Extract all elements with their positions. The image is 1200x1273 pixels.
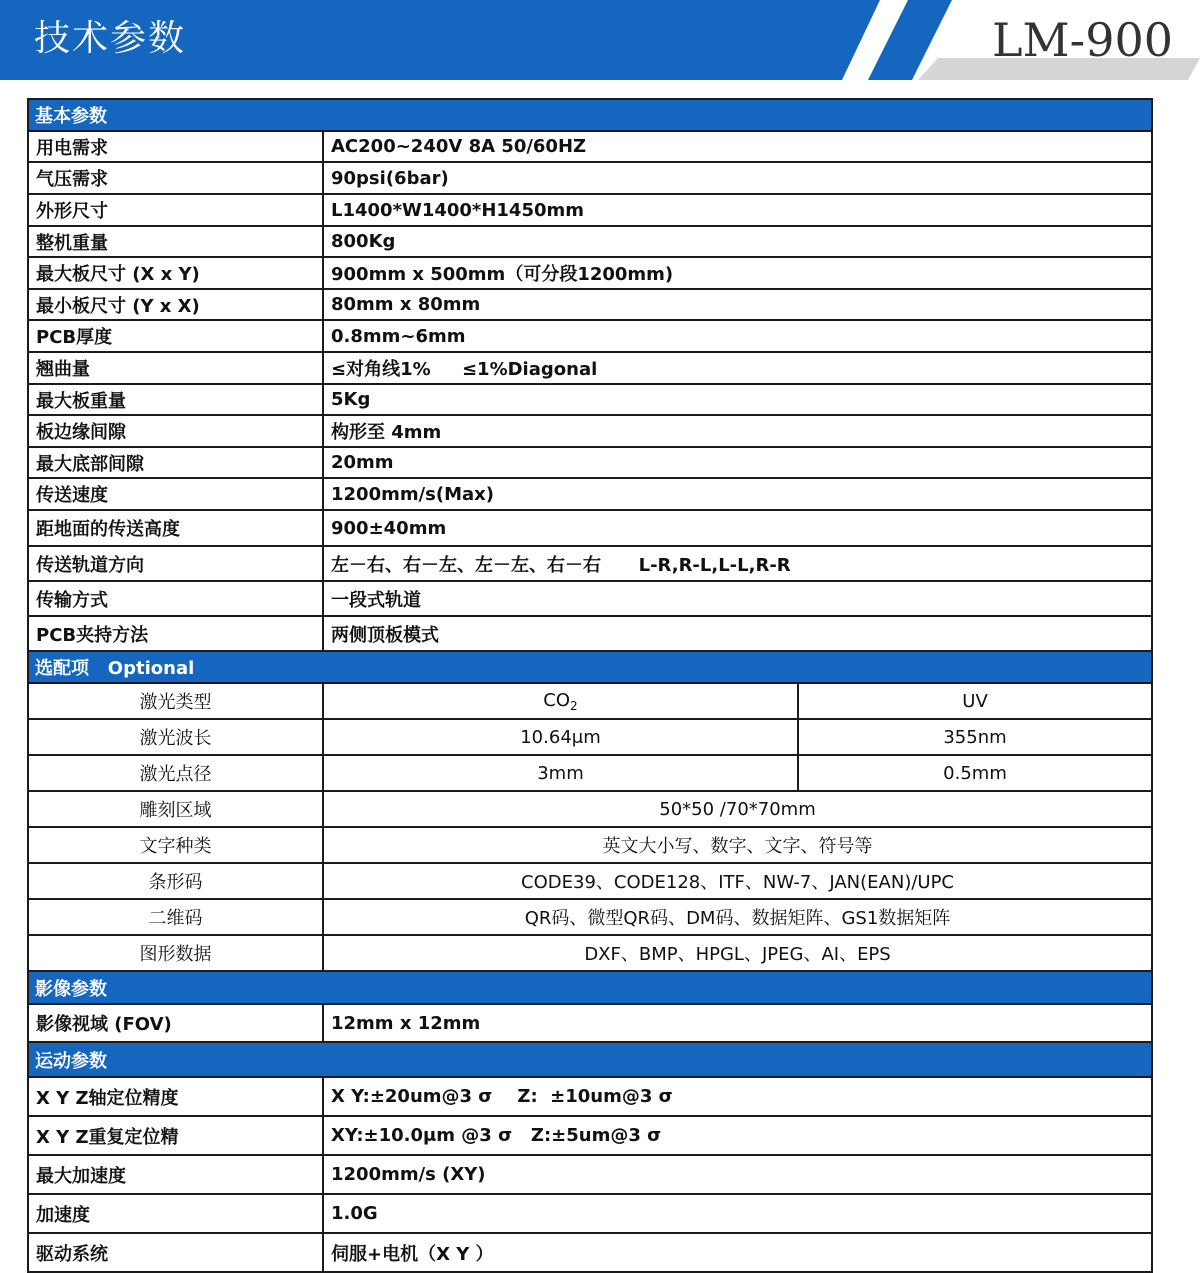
option-label: 条形码 — [28, 863, 323, 899]
option-row — [28, 755, 1152, 791]
spec-row — [28, 131, 1152, 162]
spec-label: 最大底部间隙 — [28, 447, 323, 478]
spec-value: 左－右、右－左、左－左、右－右 L-R,R-L,L-L,R-R — [323, 546, 1152, 581]
spec-table — [27, 98, 1153, 1273]
spec-label: X Y Z重复定位精 — [28, 1116, 323, 1155]
spec-value: 构形至 4mm — [323, 415, 1152, 447]
spec-label: 外形尺寸 — [28, 194, 323, 226]
option-row — [28, 899, 1152, 935]
option-row — [28, 935, 1152, 971]
option-value-a: 10.64μm — [323, 719, 798, 755]
option-row — [28, 827, 1152, 863]
option-value-uv: UV — [798, 683, 1152, 719]
spec-label: 板边缘间隙 — [28, 415, 323, 447]
spec-value: X Y:±20um@3 σ Z: ±10um@3 σ — [323, 1077, 1152, 1116]
option-value: 英文大小写、数字、文字、符号等 — [323, 827, 1152, 863]
spec-label: 传送轨道方向 — [28, 546, 323, 581]
spec-label: 加速度 — [28, 1194, 323, 1233]
option-label: 二维码 — [28, 899, 323, 935]
spec-row — [28, 384, 1152, 415]
section-header-imaging — [28, 971, 1152, 1004]
option-value-a: 3mm — [323, 755, 798, 791]
option-label: 激光点径 — [28, 755, 323, 791]
spec-value: 20mm — [323, 447, 1152, 478]
option-row — [28, 863, 1152, 899]
option-value-co2 — [323, 683, 798, 719]
option-value: CODE39、CODE128、ITF、NW-7、JAN(EAN)/UPC — [323, 863, 1152, 899]
spec-label: 驱动系统 — [28, 1233, 323, 1272]
spec-row — [28, 447, 1152, 478]
spec-value: AC200~240V 8A 50/60HZ — [323, 131, 1152, 162]
option-value: 50*50 /70*70mm — [323, 791, 1152, 827]
spec-row — [28, 194, 1152, 226]
option-row-laser-type — [28, 683, 1152, 719]
option-row — [28, 719, 1152, 755]
spec-value: 12mm x 12mm — [323, 1004, 1152, 1042]
option-label: 激光波长 — [28, 719, 323, 755]
spec-value: 一段式轨道 — [323, 581, 1152, 616]
spec-row — [28, 257, 1152, 289]
spec-row — [28, 226, 1152, 257]
option-value-b: 355nm — [798, 719, 1152, 755]
spec-value: 1.0G — [323, 1194, 1152, 1233]
spec-value: 900mm x 500mm（可分段1200mm) — [323, 257, 1152, 289]
spec-row — [28, 1194, 1152, 1233]
spec-label: 最小板尺寸 (Y x X) — [28, 289, 323, 320]
spec-value: 1200mm/s(Max) — [323, 478, 1152, 510]
option-label: 雕刻区域 — [28, 791, 323, 827]
section-header-optional — [28, 651, 1152, 683]
spec-row — [28, 1155, 1152, 1194]
spec-value: 0.8mm~6mm — [323, 320, 1152, 352]
spec-row — [28, 616, 1152, 651]
spec-row — [28, 1004, 1152, 1042]
spec-value: L1400*W1400*H1450mm — [323, 194, 1152, 226]
spec-label: 翘曲量 — [28, 352, 323, 384]
spec-row — [28, 546, 1152, 581]
option-label: 文字种类 — [28, 827, 323, 863]
spec-row — [28, 415, 1152, 447]
option-label: 图形数据 — [28, 935, 323, 971]
spec-row — [28, 581, 1152, 616]
spec-row — [28, 1077, 1152, 1116]
co2-text: CO — [543, 689, 571, 711]
spec-row — [28, 320, 1152, 352]
spec-row — [28, 1116, 1152, 1155]
spec-label: 传送速度 — [28, 478, 323, 510]
spec-row — [28, 289, 1152, 320]
spec-value: 800Kg — [323, 226, 1152, 257]
spec-value: 两侧顶板模式 — [323, 616, 1152, 651]
spec-label: 最大加速度 — [28, 1155, 323, 1194]
spec-label: X Y Z轴定位精度 — [28, 1077, 323, 1116]
spec-label: PCB夹持方法 — [28, 616, 323, 651]
spec-value: ≤对角线1% ≤1%Diagonal — [323, 352, 1152, 384]
spec-label: 传输方式 — [28, 581, 323, 616]
spec-value: 1200mm/s (XY) — [323, 1155, 1152, 1194]
option-label: 激光类型 — [28, 683, 323, 719]
spec-value: XY:±10.0μm @3 σ Z:±5um@3 σ — [323, 1116, 1152, 1155]
co2-subscript: 2 — [570, 698, 578, 713]
spec-value: 900±40mm — [323, 510, 1152, 546]
section-header-basic — [28, 99, 1152, 131]
page-title: 技术参数 — [34, 18, 187, 59]
spec-label: 气压需求 — [28, 162, 323, 194]
section-header-motion — [28, 1042, 1152, 1077]
spec-row — [28, 478, 1152, 510]
spec-label: PCB厚度 — [28, 320, 323, 352]
model-name: LM-900 — [992, 13, 1173, 67]
section-title: 基本参数 — [28, 99, 1152, 131]
option-row — [28, 791, 1152, 827]
spec-value: 5Kg — [323, 384, 1152, 415]
spec-row — [28, 510, 1152, 546]
section-title: 选配项 Optional — [28, 651, 1152, 683]
spec-label: 整机重量 — [28, 226, 323, 257]
option-value-b: 0.5mm — [798, 755, 1152, 791]
spec-label: 用电需求 — [28, 131, 323, 162]
option-value: DXF、BMP、HPGL、JPEG、AI、EPS — [323, 935, 1152, 971]
page-header — [0, 0, 1200, 82]
spec-value: 80mm x 80mm — [323, 289, 1152, 320]
spec-row — [28, 352, 1152, 384]
spec-row — [28, 1233, 1152, 1272]
spec-label: 影像视域 (FOV) — [28, 1004, 323, 1042]
spec-value: 伺服+电机（X Y ） — [323, 1233, 1152, 1272]
spec-value: 90psi(6bar) — [323, 162, 1152, 194]
spec-label: 最大板重量 — [28, 384, 323, 415]
spec-label: 最大板尺寸 (X x Y) — [28, 257, 323, 289]
option-value: QR码、微型QR码、DM码、数据矩阵、GS1数据矩阵 — [323, 899, 1152, 935]
section-title: 运动参数 — [28, 1042, 1152, 1077]
spec-label: 距地面的传送高度 — [28, 510, 323, 546]
section-title: 影像参数 — [28, 971, 1152, 1004]
spec-row — [28, 162, 1152, 194]
